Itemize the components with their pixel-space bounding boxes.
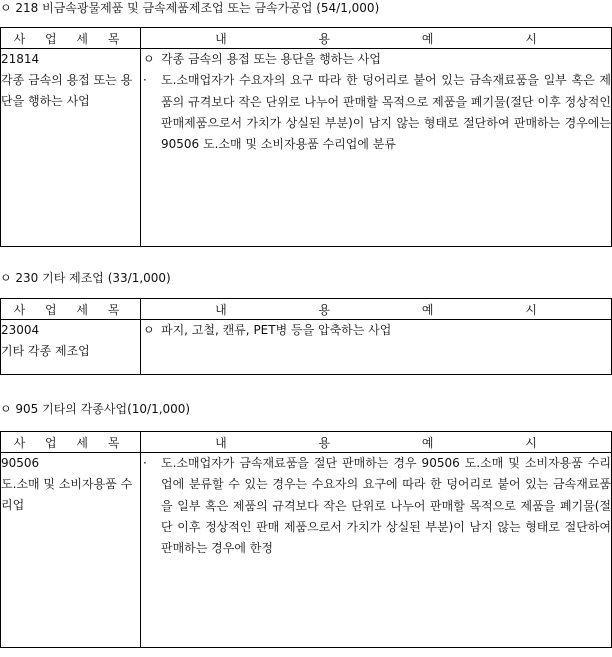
category-code: 23004 xyxy=(1,323,40,337)
column-header-content: 내 용 예 시 xyxy=(141,299,612,320)
item-text: 도.소매업자가 금속재료품을 절단 판매하는 경우 90506 도.소매 및 소비자용품 수리업에 분류할 수 있는 경우는 수요자의 요구에 따라 한 덩어리로 붙어 있는 금속재료품을 일부 혹은 제품의 규격보다 작은 단위로 나누어 판매할 목적으로 제품을 폐기물(절단 이후 정상적인 판매 제품으로서 가치가 상실된 부분)이 남지 않는 형태로 절단하여 판매하는 경우에 한정 xyxy=(161,456,611,556)
list-item xyxy=(141,453,611,559)
detail-cell xyxy=(1,320,141,375)
category-name: 기타 각종 제조업 xyxy=(1,344,90,358)
list-item xyxy=(141,70,611,155)
section-1-title: ㅇ 218 비금속광물제품 및 금속제품제조업 또는 금속가공업 (54/1,000) xyxy=(0,1,380,15)
bullet-marker: · xyxy=(143,456,147,470)
column-header-detail: 사 업 세 목 xyxy=(1,432,141,453)
circle-marker: ㅇ xyxy=(143,323,155,337)
table-row xyxy=(1,49,612,247)
section-2-table xyxy=(0,298,612,375)
section-3-title: ㅇ 905 기타의 각종사업(10/1,000) xyxy=(0,402,191,416)
item-text: 파지, 고철, 캔류, PET병 등을 압축하는 사업 xyxy=(161,323,392,337)
table-header-row xyxy=(1,432,612,453)
list-item xyxy=(141,320,611,341)
section-2-title: ㅇ 230 기타 제조업 (33/1,000) xyxy=(0,271,171,285)
category-code: 21814 xyxy=(1,52,40,66)
category-name: 도.소매 및 소비자용품 수리업 xyxy=(1,477,133,512)
content-cell xyxy=(141,320,612,375)
table-row xyxy=(1,453,612,648)
item-text: 각종 금속의 용접 또는 용단을 행하는 사업 xyxy=(161,52,381,66)
section-3-table xyxy=(0,431,612,648)
detail-cell xyxy=(1,453,141,648)
content-cell xyxy=(141,453,612,648)
category-name: 각종 금속의 용접 또는 용단을 행하는 사업 xyxy=(1,73,133,108)
detail-cell xyxy=(1,49,141,247)
column-header-detail: 사 업 세 목 xyxy=(1,28,141,49)
table-header-row xyxy=(1,28,612,49)
column-header-content: 내 용 예 시 xyxy=(141,432,612,453)
bullet-marker: · xyxy=(143,73,147,88)
section-1-table xyxy=(0,27,612,247)
content-cell xyxy=(141,49,612,247)
table-header-row xyxy=(1,299,612,320)
circle-marker: ㅇ xyxy=(143,52,155,66)
column-header-detail: 사 업 세 목 xyxy=(1,299,141,320)
category-code: 90506 xyxy=(1,456,40,470)
table-row xyxy=(1,320,612,375)
item-text: 도.소매업자가 수요자의 요구 따라 한 덩어리로 붙어 있는 금속재료품을 일부 혹은 제품의 규격보다 작은 단위로 나누어 판매할 목적으로 제품을 폐기물(절단 이후 정상적인 판매제품으로서 가치가 상실된 부분)이 남지 않는 형태로 절단하여 판매하는 경우에는 90506 도.소매 및 소비자용품 수리업에 분류 xyxy=(161,73,611,152)
list-item xyxy=(141,49,611,70)
column-header-content: 내 용 예 시 xyxy=(141,28,612,49)
